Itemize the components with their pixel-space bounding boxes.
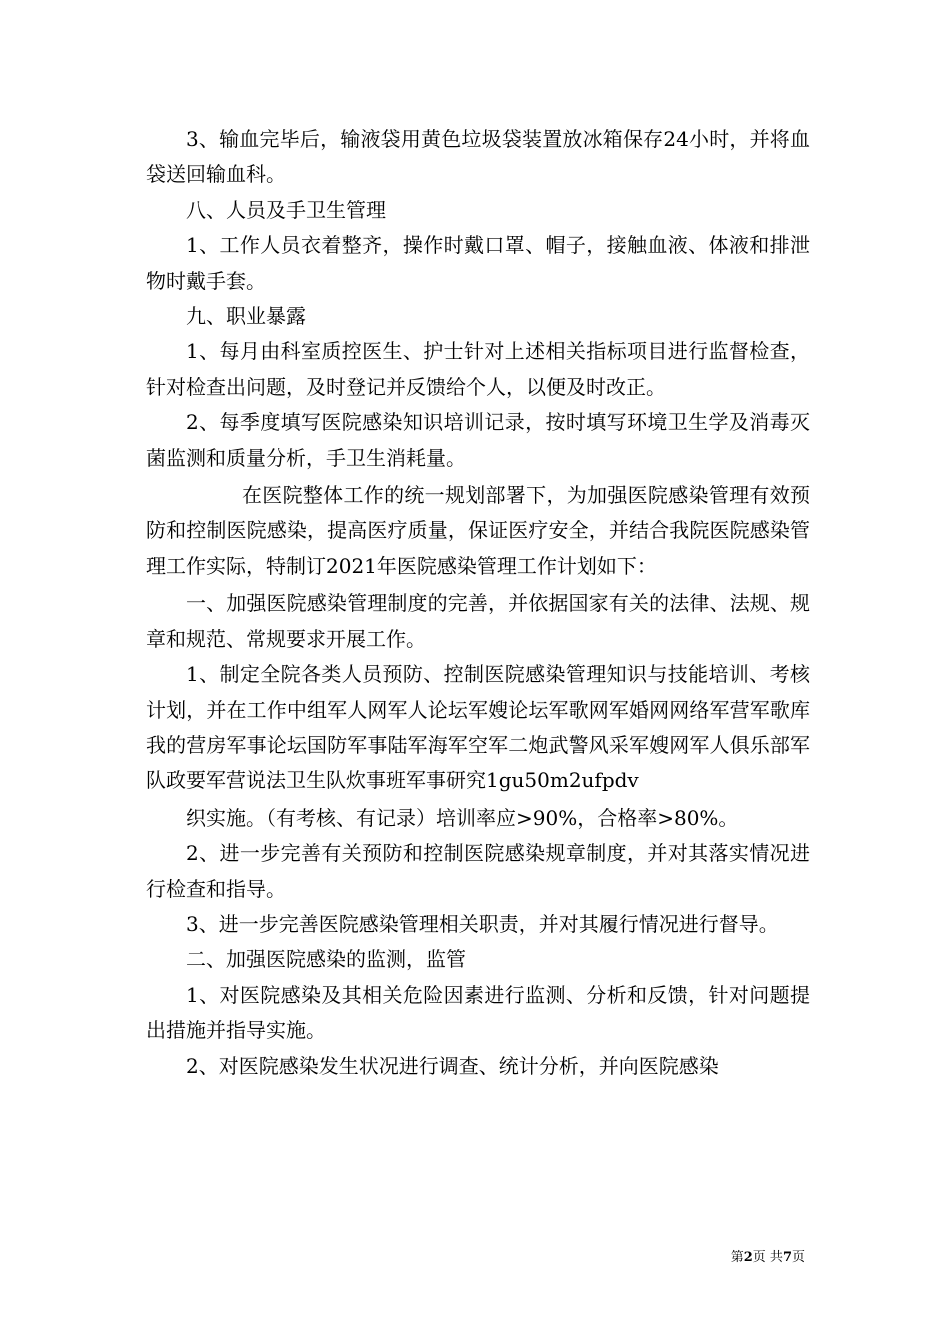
paragraph-training-plan: 1、制定全院各类人员预防、控制医院感染管理知识与技能培训、考核计划，并在工作中组军人网军人论坛军嫂论坛军歌网军婚网网络军营军歌库我的营房军事论坛国防军事陆军海军空军二炮武警风采军嫂网军人俱乐部军队政要军营说法卫生队炊事班军事研究1gu50m2ufpdv	[146, 662, 810, 793]
document-body	[146, 122, 810, 1084]
heading-section-8: 八、人员及手卫生管理	[186, 197, 386, 222]
footer-current-page: 2	[743, 1250, 753, 1265]
footer-middle: 页 共	[752, 1250, 783, 1265]
paragraph-investigation: 2、对医院感染发生状况进行调查、统计分析，并向医院感染	[186, 1053, 719, 1078]
footer-suffix: 页	[791, 1250, 805, 1265]
heading-section-2: 二、加强医院感染的监测，监管	[186, 947, 466, 972]
footer-total-pages: 7	[782, 1250, 792, 1265]
paragraph-monthly-inspection: 1、每月由科室质控医生、护士针对上述相关指标项目进行监督检查，针对检查出问题，及时登记并反馈给个人，以便及时改正。	[146, 339, 810, 399]
footer-prefix: 第	[730, 1250, 744, 1265]
heading-section-9: 九、职业暴露	[186, 304, 306, 329]
paragraph-staff-attire: 1、工作人员衣着整齐，操作时戴口罩、帽子，接触血液、体液和排泄物时戴手套。	[146, 233, 810, 293]
paragraph-quarterly-records: 2、每季度填写医院感染知识培训记录，按时填写环境卫生学及消毒灭菌监测和质量分析，手卫生消耗量。	[146, 410, 810, 470]
paragraph-monitoring: 1、对医院感染及其相关危险因素进行监测、分析和反馈，针对问题提出措施并指导实施。	[146, 982, 810, 1043]
page-footer	[0, 1246, 805, 1265]
paragraph-plan-intro: 在医院整体工作的统一规划部署下，为加强医院感染管理有效预防和控制医院感染，提高医疗质量，保证医疗安全，并结合我院医院感染管理工作实际，特制订2021年医院感染管理工作计划如下：	[146, 483, 810, 578]
heading-section-1: 一、加强医院感染管理制度的完善，并依据国家有关的法律、法规、规章和规范、常规要求开展工作。	[146, 591, 810, 651]
paragraph-transfusion-step-3: 3、输血完毕后，输液袋用黄色垃圾袋装置放冰箱保存24小时，并将血袋送回输血科。	[146, 127, 810, 187]
paragraph-duties-improvement: 3、进一步完善医院感染管理相关职责，并对其履行情况进行督导。	[186, 911, 779, 936]
paragraph-rules-improvement: 2、进一步完善有关预防和控制医院感染规章制度，并对其落实情况进行检查和指导。	[146, 841, 810, 901]
paragraph-training-rate: 织实施。（有考核、有记录）培训率应>90%，合格率>80%。	[186, 805, 739, 830]
